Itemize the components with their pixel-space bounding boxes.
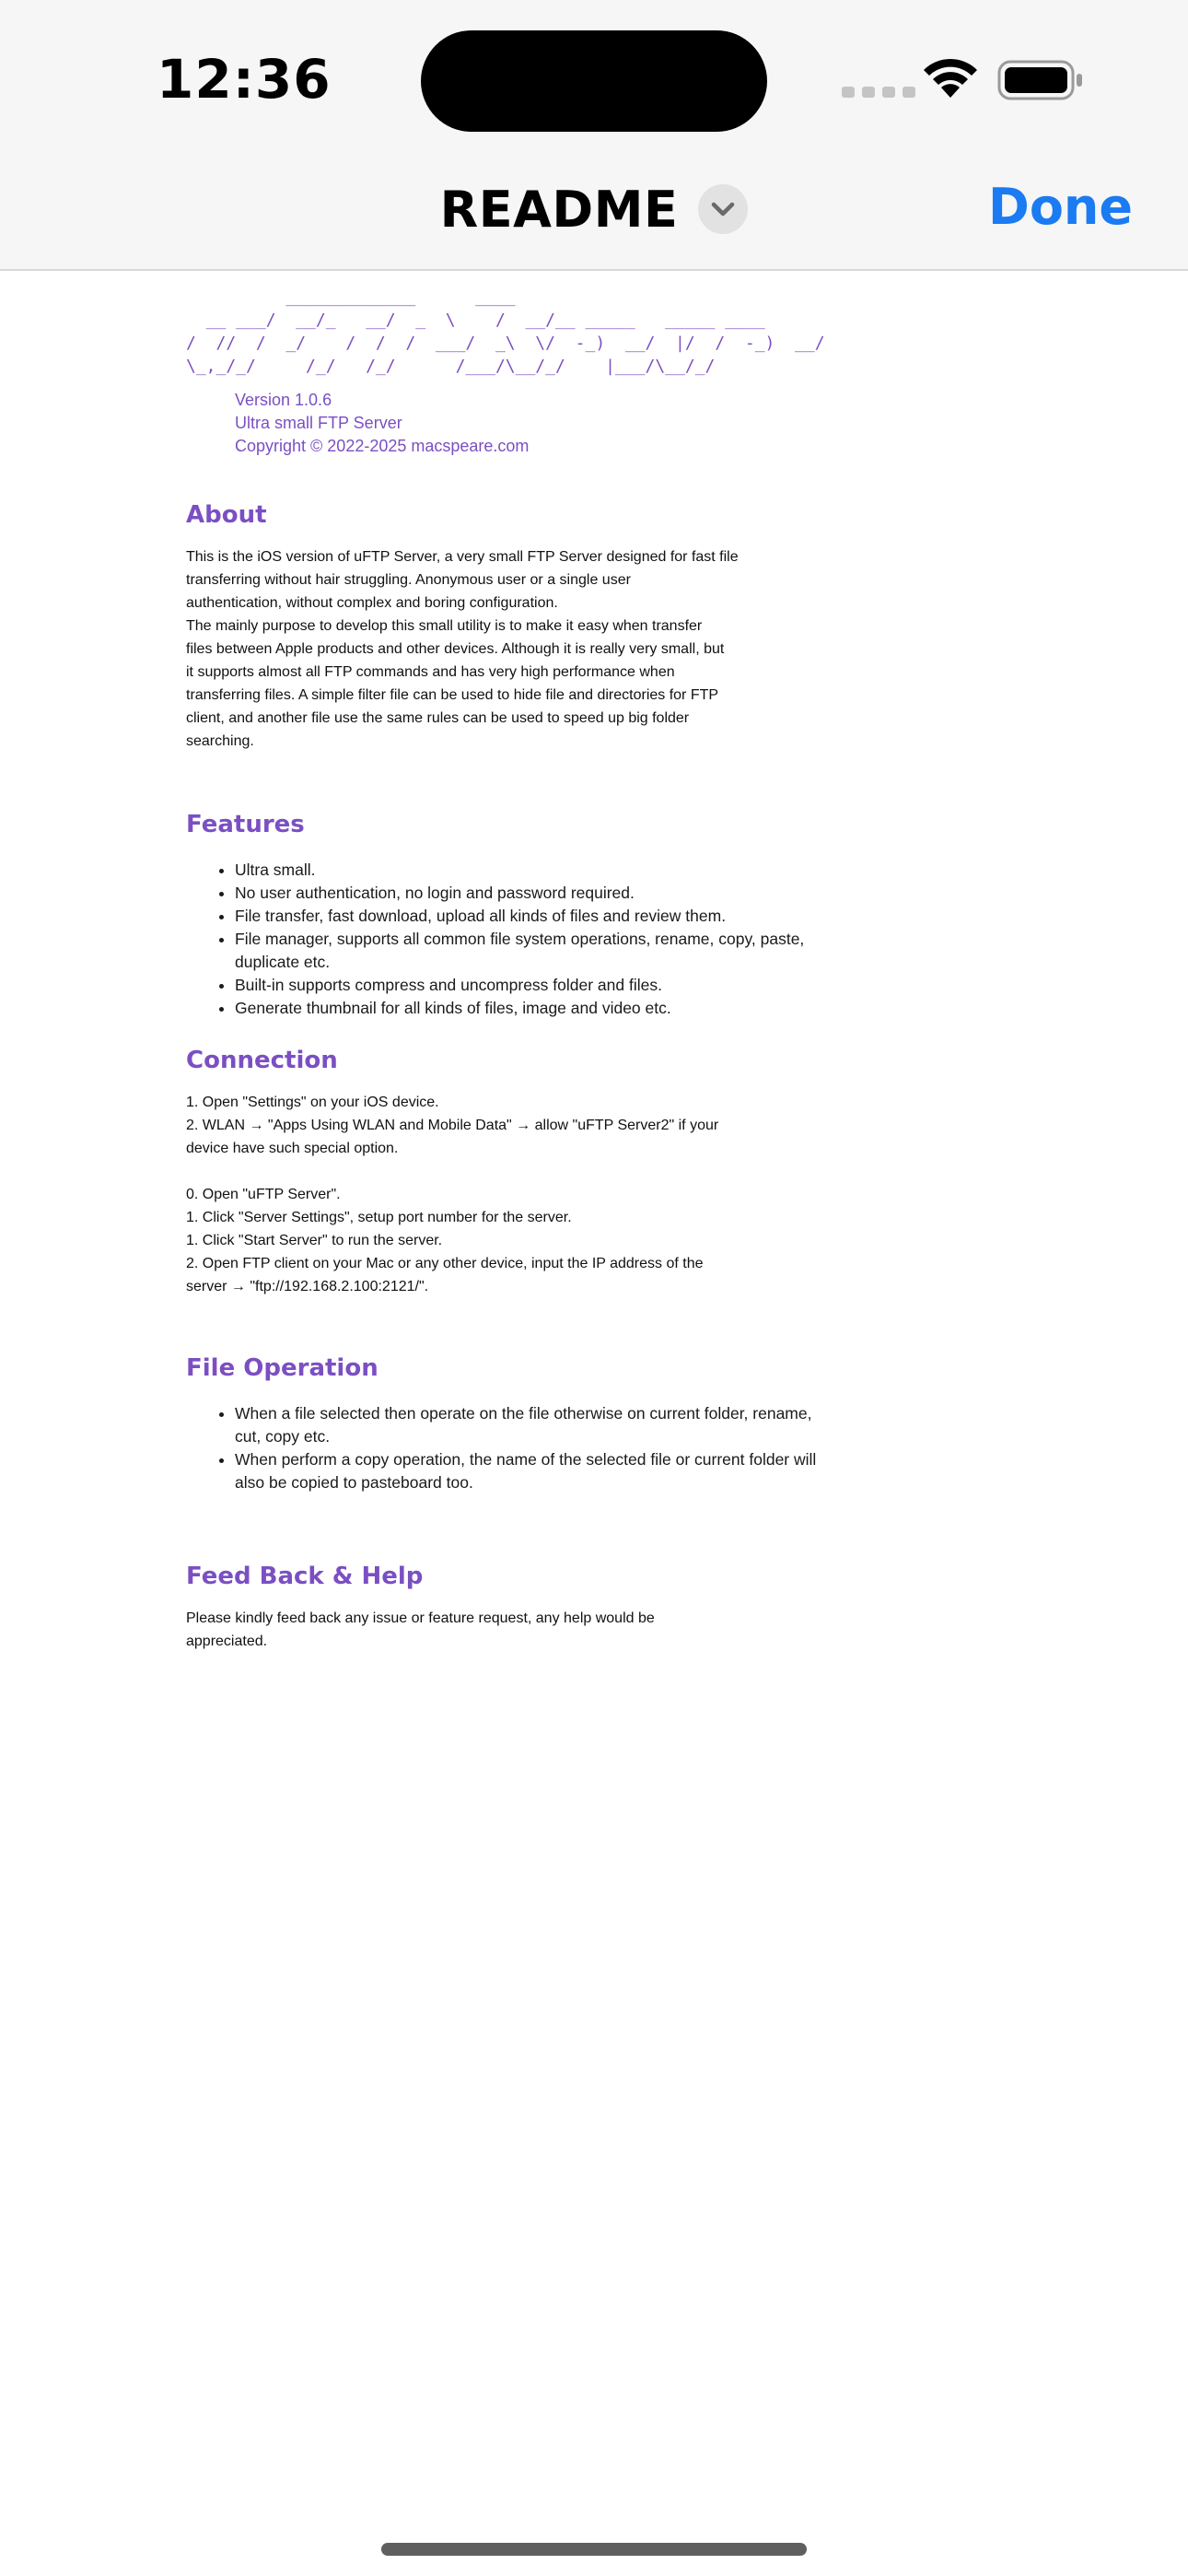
about-line: This is the iOS version of uFTP Server, a very small FTP Server designed for fast file [186,549,739,565]
chevron-down-icon [710,201,736,217]
readme-document [186,286,825,1649]
done-button[interactable]: Done [988,178,1133,236]
about-line: searching. [186,733,254,749]
about-line: transferring without hair struggling. Anonymous user or a single user [186,572,631,588]
cellular-signal-icon [842,87,915,98]
about-line: The mainly purpose to develop this small utility is to make it easy when transfer [186,618,703,634]
copyright-text: Copyright © 2022-2025 macspeare.com [235,437,530,455]
about-section [186,501,821,756]
list-item: • When perform a copy operation, the name of the selected file or current folder will also be copied to pasteboard too. [235,1448,821,1494]
feedback-line: appreciated. [186,1633,268,1649]
about-body [186,549,821,756]
connection-section [186,1047,821,1302]
feedback-heading: Feed Back & Help [186,1563,424,1590]
about-line: files between Apple products and other devices. Although it is really very small, but [186,641,725,657]
dynamic-island [421,30,767,132]
connection-line [186,1164,821,1187]
list-item: • Ultra small. [235,859,821,882]
list-item: • Generate thumbnail for all kinds of files, image and video etc. [235,997,821,1020]
about-line: authentication, without complex and boring configuration. [186,595,558,611]
page-title: README [439,180,679,239]
list-item: • When a file selected then operate on the file otherwise on current folder, rename, cut, copy etc. [235,1402,821,1448]
list-item: • File manager, supports all common file system operations, rename, copy, paste, duplicate etc. [235,928,821,974]
wifi-icon [921,57,980,100]
features-list [186,859,821,1020]
ascii-logo: _____________ ____ __ ___/ __/_ __/ _ \ / __/__ _____ _____ ____ / // / _/ / / / ___/ _\ \/ -_) __/ |/ / -_) __/ \_,_/_/ /_/ /_/ /___/\__/_/ |___/\__/_/ [186,287,825,376]
feedback-section [186,1563,821,1657]
title-menu-button[interactable] [698,184,748,234]
feedback-line: Please kindly feed back any issue or feature request, any help would be [186,1610,655,1626]
version-text: Version 1.0.6 [235,391,332,409]
connection-line: 0. Open "uFTP Server". [186,1187,341,1202]
connection-body [186,1095,821,1302]
about-heading: About [186,501,267,529]
about-line: client, and another file use the same rules can be used to speed up big folder [186,710,690,726]
features-section [186,811,821,1020]
connection-line: 1. Click "Start Server" to run the server. [186,1233,443,1248]
list-item: • No user authentication, no login and password required. [235,882,821,905]
connection-line: server → "ftp://192.168.2.100:2121/". [186,1279,429,1294]
connection-line: 2. Open FTP client on your Mac or any other device, input the IP address of the [186,1256,704,1271]
connection-heading: Connection [186,1047,338,1074]
connection-line: device have such special option. [186,1141,399,1156]
home-indicator[interactable] [381,2543,807,2556]
file-operation-list [186,1402,821,1494]
connection-line: 1. Click "Server Settings", setup port number for the server. [186,1210,572,1225]
features-heading: Features [186,811,305,838]
about-line: transferring files. A simple filter file can be used to hide file and directories for FTP [186,687,719,703]
subtitle-text: Ultra small FTP Server [235,414,402,432]
header-meta [235,389,821,458]
battery-icon [997,60,1084,100]
file-operation-heading: File Operation [186,1354,379,1382]
top-bar [0,0,1188,271]
list-item: • Built-in supports compress and uncompress folder and files. [235,974,821,997]
feedback-body [186,1610,821,1657]
connection-line: 1. Open "Settings" on your iOS device. [186,1095,439,1110]
status-time: 12:36 [157,48,332,111]
file-operation-section [186,1354,821,1494]
connection-line: 2. WLAN → "Apps Using WLAN and Mobile Data" → allow "uFTP Server2" if your [186,1118,719,1133]
about-line: it supports almost all FTP commands and has very high performance when [186,664,675,680]
list-item: • File transfer, fast download, upload all kinds of files and review them. [235,905,821,928]
